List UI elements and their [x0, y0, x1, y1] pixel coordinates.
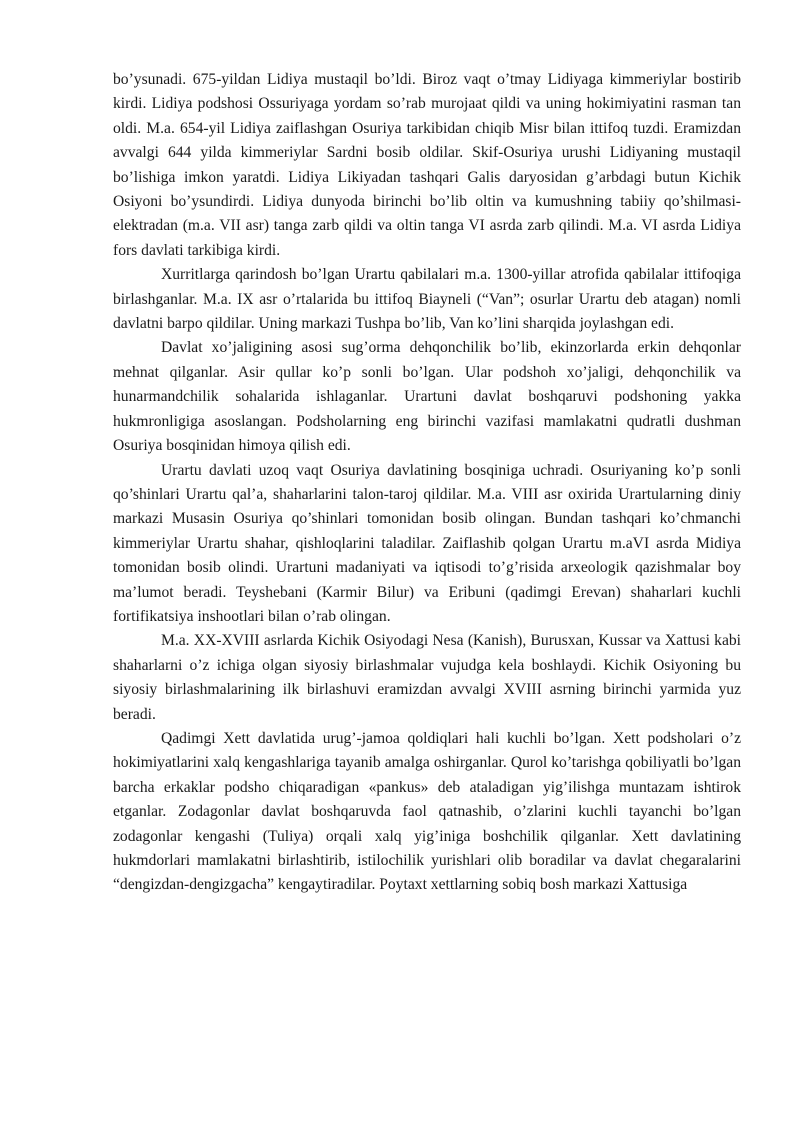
paragraph-urartu-economy: Davlat xo’jaligining asosi sug’orma dehqonchilik bo’lib, ekinzorlarda erkin dehqonlar mehnat qilganlar. Asir qullar ko’p sonli bo’lgan. Ular podshoh xo’jaligi, dehqonchilik va hunarmandchilik sohalarida ishlaganlar. Urartuni davlat boshqaruvi podshoning yakka hukmronligiga asoslangan. Podsholarning eng birinchi vazifasi mamlakatni qudratli dushman Osuriya bosqinidan himoya qilish edi.: [113, 339, 741, 455]
paragraph-urartu-decline: Urartu davlati uzoq vaqt Osuriya davlatining bosqiniga uchradi. Osuriyaning ko’p sonli qo’shinlari Urartu qal’a, shaharlarini talon-taroj qildilar. M.a. VIII asr oxirida Urartularning diniy markazi Musasin Osuriya qo’shinlari tomonidan bosib olingan. Bundan tashqari ko’chmanchi kimmeriylar Urartu shahar, qishloqlarini taladilar. Zaiflashib qolgan Urartu m.aVI asrda Midiya tomonidan bosib olindi. Urartuni madaniyati va iqtisodi to’g’risida arxeologik qazishmalar boy ma’lumot beradi. Teyshebani (Karmir Bilur) va Eribuni (qadimgi Erevan) shaharlari kuchli fortifikatsiya inshootlari bilan o’rab olingan.: [113, 461, 741, 625]
document-page: [113, 68, 741, 898]
paragraph-urartu-origin: Xurritlarga qarindosh bo’lgan Urartu qabilalari m.a. 1300-yillar atrofida qabilalar ittifoqiga birlashganlar. M.a. IX asr o’rtalarida bu ittifoq Biayneli (“Van”; osurlar Urartu deb atagan) nomli davlatni barpo qildilar. Uning markazi Tushpa bo’lib, Van ko’lini sharqida joylashgan edi.: [113, 266, 741, 333]
paragraph-hittite-state: Qadimgi Xett davlatida urug’-jamoa qoldiqlari hali kuchli bo’lgan. Xett podsholari o’z hokimiyatlarini xalq kengashlariga tayanib amalga oshirganlar. Qurol ko’tarishga qobiliyatli bo’lgan barcha erkaklar podsho chiqaradigan «pankus» deb ataladigan yig’ilishga muntazam ishtirok etganlar. Zodagonlar davlat boshqaruvda faol qatnashib, o’zlarini kuchli tayanchi bo’lgan zodagonlar kengashi (Tuliya) orqali xalq yig’iniga boshchilik qilganlar. Xett davlatining hukmdorlari mamlakatni birlashtirib, istilochilik yurishlari olib boradilar va davlat chegaralarini “dengizdan-dengizgacha” kengaytiradilar. Poytaxt xettlarning sobiq bosh markazi Xattusiga: [113, 729, 741, 894]
paragraph-lidiya: bo’ysunadi. 675-yildan Lidiya mustaqil bo’ldi. Biroz vaqt o’tmay Lidiyaga kimmeriylar bostirib kirdi. Lidiya podshosi Ossuriyaga yordam so’rab murojaat qildi va uning hokimiyatini rasman tan oldi. M.a. 654-yil Lidiya zaiflashgan Osuriya tarkibidan chiqib Misr bilan ittifoq tuzdi. Eramizdan avvalgi 644 yilda kimmeriylar Sardni bosib oldilar. Skif-Osuriya urushi Lidiyaning mustaqil bo’lishiga imkon yaratdi. Lidiya Likiyadan tashqari Galis daryosidan g’arbdagi butun Kichik Osiyoni bo’ysundirdi. Lidiya dunyoda birinchi bo’lib oltin va kumushning tabiiy qo’shilmasi-elektradan (m.a. VII asr) tanga zarb qildi va oltin tanga VI asrda zarb qilindi. M.a. VI asrda Lidiya fors davlati tarkibiga kirdi.: [113, 71, 741, 259]
paragraph-asia-minor: M.a. XX-XVIII asrlarda Kichik Osiyodagi Nesa (Kanish), Burusxan, Kussar va Xattusi kabi shaharlarni o’z ichiga olgan siyosiy birlashmalar vujudga kela boshlaydi. Kichik Osiyoning bu siyosiy birlashmalarining ilk birlashuvi eramizdan avvalgi XVIII asrning birinchi yarmida yuz beradi.: [113, 632, 741, 723]
